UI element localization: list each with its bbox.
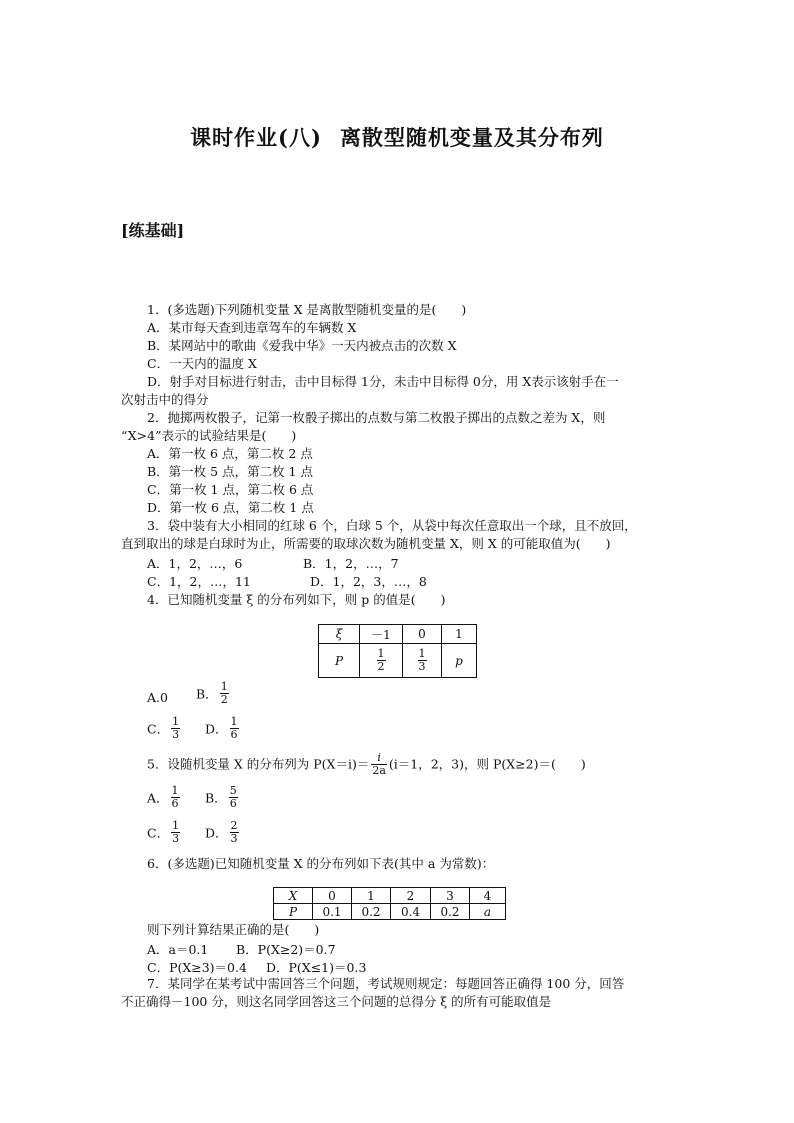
title-left: 课时作业(八)	[190, 125, 322, 150]
q6-header-4: 4	[470, 888, 506, 904]
q7-stem-line1: 7．某同学在某考试中需回答三个问题，考试规则规定：每题回答正确得 100 分，回答	[147, 976, 625, 991]
q4-cell-p2: $\frac{1}{3}$	[418, 647, 426, 673]
q4-option-b: B． $\frac{1}{2}$	[196, 680, 228, 706]
q2-option-c: C．第一枚 1 点，第二枚 6 点	[147, 482, 314, 497]
q6-distribution-table	[273, 887, 506, 920]
q6-lead: 则下列计算结果正确的是( )	[147, 922, 320, 937]
title-right: 离散型随机变量及其分布列	[339, 125, 604, 150]
q4-cell-p3: p	[455, 653, 463, 668]
q4-cell-p1: $\frac{1}{2}$	[377, 647, 385, 673]
q2-option-b: B．第一枚 5 点，第二枚 1 点	[147, 464, 313, 479]
q4-cell-x3: 1	[442, 625, 477, 644]
q1-option-d-line2: 次射击中的得分	[121, 392, 209, 407]
q4-cell-xi: ξ	[335, 627, 343, 641]
q6-cell-0: 0.1	[313, 904, 352, 920]
q4-cell-x2: 0	[403, 625, 442, 644]
q6-option-c: C．P(X≥3)＝0.4	[147, 960, 247, 975]
q2-stem-line1: 2．抛掷两枚骰子，记第一枚骰子掷出的点数与第二枚骰子掷出的点数之差为 X，则	[147, 410, 606, 425]
q1-option-d-line1: D．射手对目标进行射击，击中目标得 1分，未击中目标得 0分，用 X表示该射手在一	[147, 374, 619, 389]
q6-row-p: P	[288, 904, 298, 919]
q5-option-b: B． $\frac{5}{6}$	[205, 784, 237, 810]
q6-header-2: 2	[391, 888, 431, 904]
q6-cell-2: 0.4	[391, 904, 431, 920]
q7-stem-line2: 不正确得－100 分，则这名同学回答这三个问题的总得分 ξ 的所有可能取值是	[121, 994, 552, 1009]
q6-option-b: B．P(X≥2)＝0.7	[236, 942, 336, 957]
q1-option-b: B．某网站中的歌曲《爱我中华》一天内被点击的次数 X	[147, 338, 457, 353]
q5-option-d: D． $\frac{2}{3}$	[205, 819, 238, 845]
q3-option-d: D．1，2，3，…，8	[310, 574, 427, 589]
q6-stem: 6．(多选题)已知随机变量 X 的分布列如下表(其中 a 为常数)：	[147, 856, 495, 871]
q5-option-a: A． $\frac{1}{6}$	[147, 784, 179, 810]
q4-option-a: A.0	[147, 690, 168, 705]
q3-option-a: A．1，2，…，6	[147, 556, 243, 571]
q4-distribution-table	[318, 624, 477, 678]
q4-cell-p-label: P	[334, 653, 344, 668]
q4-option-c: C． $\frac{1}{3}$	[147, 715, 180, 741]
q3-option-b: B．1，2，…，7	[303, 556, 399, 571]
q1-option-c: C．一天内的温度 X	[147, 356, 257, 371]
q4-stem: 4．已知随机变量 ξ 的分布列如下，则 p 的值是( )	[147, 592, 446, 607]
page-title	[0, 122, 794, 152]
section-heading: [练基础]	[121, 221, 185, 240]
q4-cell-x1: －1	[360, 625, 403, 644]
q6-option-a: A．a＝0.1	[147, 942, 209, 957]
q6-cell-1: 0.2	[352, 904, 391, 920]
q1-option-a: A．某市每天查到违章驾车的车辆数 X	[147, 320, 357, 335]
q3-option-c: C．1，2，…，11	[147, 574, 251, 589]
q6-header-0: 0	[313, 888, 352, 904]
q2-stem-line2: “X>4”表示的试验结果是( )	[121, 428, 297, 443]
q4-option-d: D． $\frac{1}{6}$	[205, 715, 238, 741]
q2-option-d: D．第一枚 6 点，第二枚 1 点	[147, 500, 314, 515]
q6-cell-3: 0.2	[431, 904, 470, 920]
q2-option-a: A．第一枚 6 点，第二枚 2 点	[147, 446, 313, 461]
q6-header-1: 1	[352, 888, 391, 904]
q5-stem: 5．设随机变量 X 的分布列为 P(X＝i)＝ $\frac{i}{2a}$ (i＝1，2，3)，则 P(X≥2)＝( )	[147, 751, 586, 777]
q6-option-d: D．P(X≤1)＝0.3	[266, 960, 367, 975]
q6-cell-4: a	[483, 904, 492, 919]
q3-stem-line2: 直到取出的球是白球时为止，所需要的取球次数为随机变量 X，则 X 的可能取值为( )	[121, 536, 611, 551]
q3-stem-line1: 3．袋中装有大小相同的红球 6 个，白球 5 个，从袋中每次任意取出一个球，且不放回，	[147, 518, 637, 533]
q1-stem: 1．(多选题)下列随机变量 X 是离散型随机变量的是( )	[147, 302, 467, 317]
q6-header-x: X	[288, 888, 298, 903]
q6-header-3: 3	[431, 888, 470, 904]
q5-option-c: C． $\frac{1}{3}$	[147, 819, 180, 845]
